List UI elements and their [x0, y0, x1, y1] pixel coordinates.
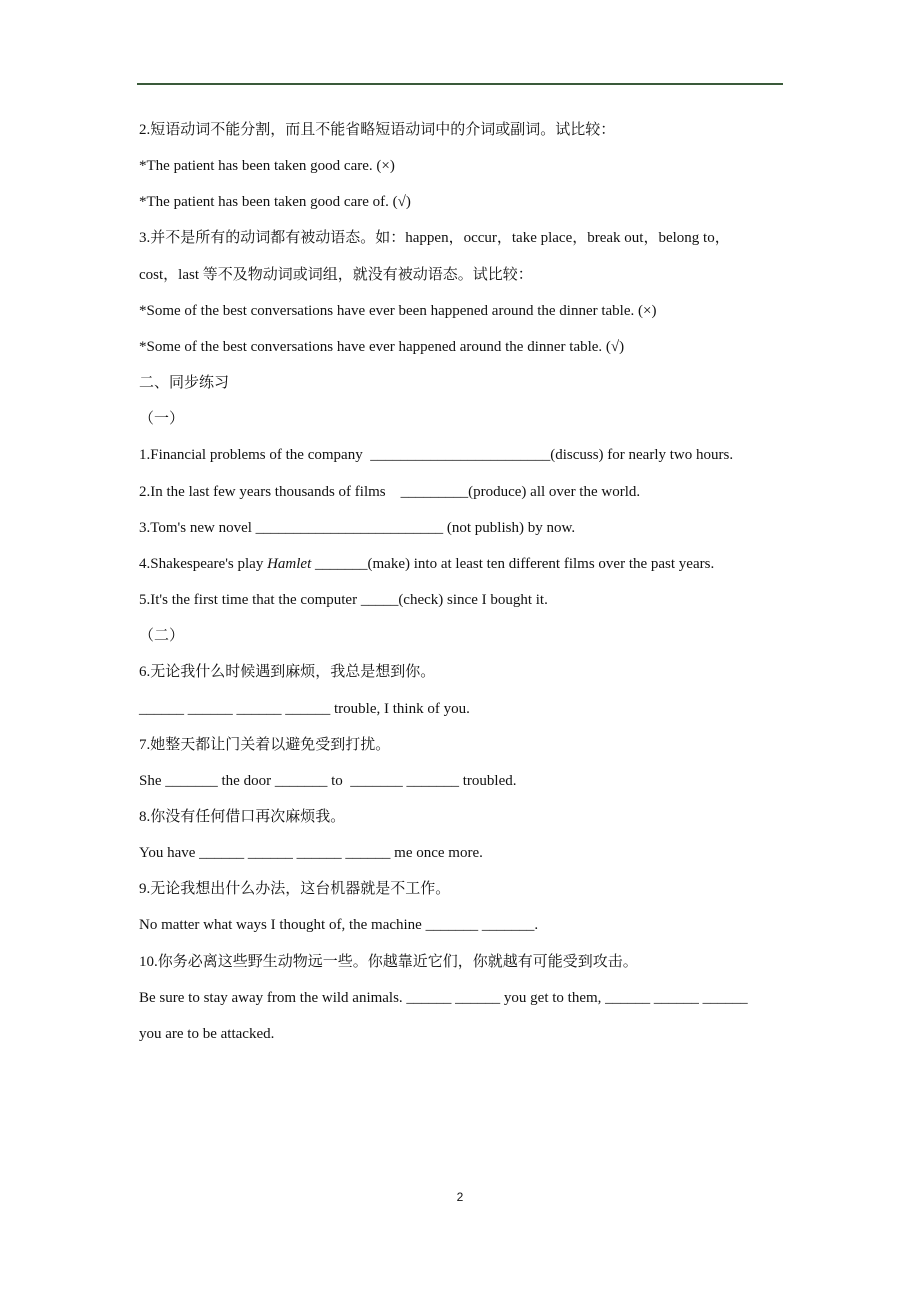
- exercise-item: No matter what ways I thought of, the machine _______ _______.: [139, 917, 539, 934]
- subsection-label: （二）: [139, 628, 185, 645]
- exercise-item: 5.It's the first time that the computer _____(check) since I bought it.: [139, 592, 548, 609]
- exercise-item: ______ ______ ______ ______ trouble, I think of you.: [139, 700, 470, 717]
- document-body: [139, 112, 799, 1052]
- exercise-item: 3.Tom's new novel _________________________ (not publish) by now.: [139, 519, 576, 536]
- text-line: *The patient has been taken good care. (×): [139, 158, 395, 175]
- exercise-item: 10.你务必离这些野生动物远一些。你越靠近它们，你就越有可能受到攻击。: [139, 953, 638, 970]
- exercise-item: Be sure to stay away from the wild animals. ______ ______ you get to them, ______ ______ ______: [139, 989, 748, 1006]
- exercise-item: 8.你没有任何借口再次麻烦我。: [139, 808, 346, 825]
- italic-title: Hamlet: [267, 555, 312, 572]
- exercise-item: 2.In the last few years thousands of films _________(produce) all over the world.: [139, 483, 641, 500]
- text-line: *The patient has been taken good care of. (√): [139, 194, 411, 211]
- text-line: *Some of the best conversations have ever happened around the dinner table. (√): [139, 338, 625, 355]
- exercise-item: You have ______ ______ ______ ______ me once more.: [139, 845, 483, 862]
- text-span: _______(make) into at least ten different films over the past years.: [311, 555, 715, 572]
- exercise-item: 6.无论我什么时候遇到麻烦，我总是想到你。: [139, 664, 436, 681]
- exercise-item: 1.Financial problems of the company ________________________(discuss) for nearly two hours.: [139, 447, 734, 464]
- header-rule: [137, 83, 783, 85]
- subsection-label: （一）: [139, 411, 185, 428]
- text-line: *Some of the best conversations have ever been happened around the dinner table. (×): [139, 302, 657, 319]
- text-line: cost，last 等不及物动词或词组，就没有被动语态。试比较：: [139, 266, 533, 283]
- text-span: 4.Shakespeare's play: [139, 555, 268, 572]
- exercise-item: 7.她整天都让门关着以避免受到打扰。: [139, 736, 391, 753]
- exercise-item: you are to be attacked.: [139, 1025, 275, 1042]
- exercise-item: 9.无论我想出什么办法，这台机器就是不工作。: [139, 881, 451, 898]
- page-number: 2: [456, 1190, 464, 1204]
- text-line: 3.并不是所有的动词都有被动语态。如：happen，occur，take place，break out，belong to，: [139, 230, 730, 247]
- section-heading: 二、同步练习: [139, 375, 230, 392]
- text-line: 2.短语动词不能分割，而且不能省略短语动词中的介词或副词。试比较：: [139, 122, 616, 138]
- exercise-item: [139, 546, 799, 582]
- exercise-item: She _______ the door _______ to _______ _______ troubled.: [139, 772, 517, 789]
